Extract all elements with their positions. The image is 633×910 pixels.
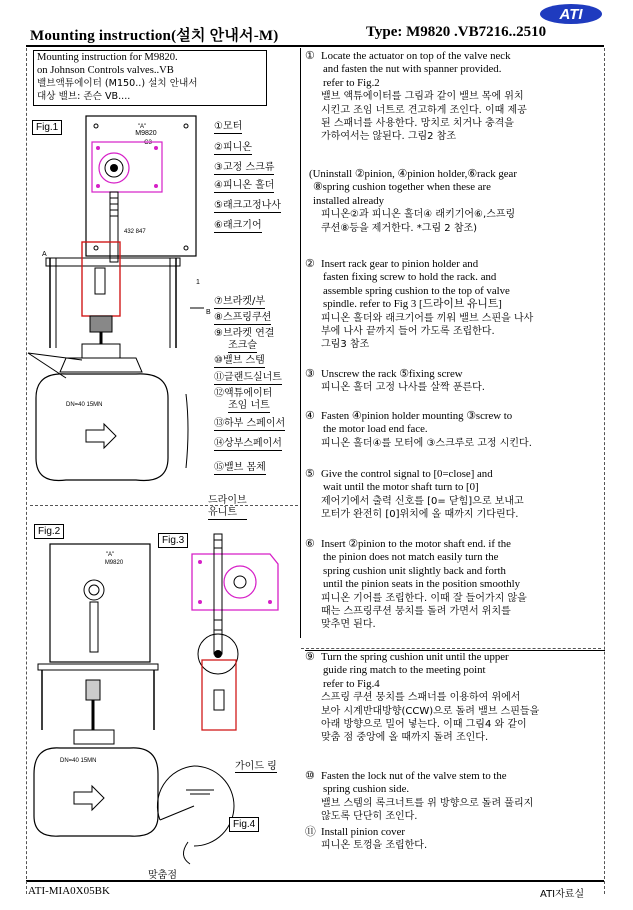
step-text-ko: 된 스패너를 사용한다. 망치로 치거나 충격을 bbox=[321, 118, 514, 130]
svg-text:"A": "A" bbox=[105, 552, 115, 558]
step-text-en: (Uninstall ②pinion, ④pinion holder,⑥rack gear bbox=[309, 168, 517, 180]
callout-bracket-joint-2: 조크슬 bbox=[228, 340, 257, 351]
step-text-en: wait until the motor shaft turn to [0] bbox=[323, 481, 479, 494]
callout-bracket-joint: ⑨브라켓 연결 bbox=[214, 328, 275, 339]
step-number: ② bbox=[305, 258, 315, 270]
svg-text:"A": "A" bbox=[137, 124, 147, 130]
motor-model: M9820 bbox=[135, 130, 157, 137]
callout-valve-stem: ⑩밸브 스템 bbox=[214, 355, 265, 366]
intro-line: 밸브액튜에이터 (M150..) 설치 안내서 bbox=[37, 78, 198, 89]
figure-2-drawing bbox=[30, 540, 170, 880]
step-text-en: fasten fixing screw to hold the rack. and bbox=[323, 271, 497, 284]
step-text-ko: 피니온 홀더④를 모터에 ③스크루로 고정 시킨다. bbox=[321, 437, 532, 449]
svg-text:A: A bbox=[42, 251, 47, 258]
step-text-ko: 맞춤 점 중앙에 올 때까지 돌려 조인다. bbox=[321, 732, 489, 744]
step-text-ko: 제어기에서 출력 신호를 [0= 닫힘]으로 보내고 bbox=[321, 495, 524, 507]
step-text-en: spindle. refer to Fig 3 [드라이브 유니트] bbox=[323, 298, 502, 311]
section-divider bbox=[301, 648, 601, 649]
intro-line: Mounting instruction for M9820. bbox=[37, 52, 178, 63]
fig-3-label: Fig.3 bbox=[158, 533, 188, 548]
step-text-en: Fasten ④pinion holder mounting ③screw to bbox=[321, 410, 513, 422]
figure-4-drawing bbox=[150, 760, 240, 870]
step-number: ⑤ bbox=[305, 468, 315, 480]
fig-divider bbox=[30, 505, 298, 506]
step-text-ko: 스프링 쿠션 뭉치를 스패너를 이용하여 위에서 bbox=[321, 692, 521, 704]
step-text-en: refer to Fig.4 bbox=[323, 677, 380, 690]
svg-text:B: B bbox=[206, 309, 211, 316]
step-3 bbox=[305, 258, 605, 352]
column-divider bbox=[300, 48, 301, 638]
step-text-ko: 모터가 완전히 [0]위치에 올 때까지 기다린다. bbox=[321, 509, 519, 521]
step-text-ko: 피니온 홀더 고정 나사를 살짝 푼른다. bbox=[321, 382, 485, 394]
step-6 bbox=[305, 468, 605, 522]
valve-marking: DN=40 15MN bbox=[66, 402, 103, 408]
callout-motor: ①모터 bbox=[214, 121, 243, 132]
fig-1-label: Fig.1 bbox=[32, 120, 62, 135]
callout-actuator-nut-2: 조임 너트 bbox=[228, 400, 270, 411]
step-text-ko: 피니온 기어를 조립한다. 이때 잘 들어가지 않을 bbox=[321, 592, 527, 604]
fig-2-label: Fig.2 bbox=[34, 524, 64, 539]
step-9 bbox=[305, 770, 605, 824]
step-8 bbox=[305, 650, 605, 745]
step-text-ko: 피니온 토껑을 조립한다. bbox=[321, 840, 428, 852]
step-text-en: assemble spring cushion to the top of valve bbox=[323, 284, 510, 297]
step-text-ko: 가하여서는 않된다. 그림2 참조 bbox=[321, 131, 456, 143]
rack-label: 432 847 bbox=[124, 229, 146, 235]
step-5 bbox=[305, 410, 605, 450]
callout-gland-nut: ⑪글랜드실너트 bbox=[214, 372, 282, 383]
footer-archive: ATI자료실 bbox=[540, 889, 585, 900]
step-text-en: ⑧spring cushion together when these are bbox=[313, 181, 491, 194]
figure-3-drawing bbox=[170, 520, 300, 740]
drive-unit-label: 드라이브 유니트 bbox=[208, 495, 247, 518]
step-text-ko: 시킨고 조임 너트로 견고하게 조인다. 이때 제공 bbox=[321, 104, 527, 116]
step-number: ⑥ bbox=[305, 538, 315, 550]
callout-actuator-nut: ⑫액튜에이터 bbox=[214, 388, 273, 399]
step-number: ⑨ bbox=[305, 651, 315, 663]
step-text-en: Unscrew the rack ⑤fixing screw bbox=[321, 368, 463, 380]
step-text-en: Locate the actuator on top of the valve neck bbox=[321, 50, 511, 62]
intro-line: on Johnson Controls valves..VB bbox=[37, 65, 174, 76]
step-text-en: Fasten the lock nut of the valve stem to the bbox=[321, 770, 507, 782]
callout-upper-spacer: ⑭상부스페이서 bbox=[214, 438, 282, 449]
fig-4-label: Fig.4 bbox=[229, 817, 259, 832]
step-text-ko: 맞추면 된다. bbox=[321, 619, 376, 631]
callout-spring-cushion: ⑧스프링쿠션 bbox=[214, 312, 272, 323]
step-text-en: Give the control signal to [0=close] and bbox=[321, 468, 493, 480]
step-1 bbox=[305, 50, 605, 144]
guide-ring-label: 가이드 링 bbox=[235, 757, 277, 773]
footer-doc-code: ATI-MIA0X05BK bbox=[28, 885, 110, 897]
callout-rack-gear: ⑥래크기어 bbox=[214, 220, 262, 231]
document-title: Mounting instruction(설치 안내서-M) bbox=[30, 28, 279, 44]
step-number: ③ bbox=[305, 368, 315, 380]
step-text-ko: 피니온②과 피니온 홀더④ 래키기어⑥,스프링 bbox=[321, 209, 516, 221]
step-text-en: spring cushion unit slightly back and forth bbox=[323, 564, 506, 577]
step-text-en: and fasten the nut with spanner provided. bbox=[323, 63, 502, 76]
step-text-en: spring cushion side. bbox=[323, 783, 410, 796]
step-text-en: Turn the spring cushion unit until the upper bbox=[321, 651, 509, 663]
footer-rule bbox=[26, 880, 604, 882]
step-text-ko: 때는 스프링쿠션 뭉치를 돌려 가면서 위치를 bbox=[321, 606, 511, 618]
step-4 bbox=[305, 368, 605, 395]
motor-code: C3 bbox=[144, 140, 152, 146]
step-text-en: the pinion does not match easily turn the bbox=[323, 551, 499, 564]
intro-box bbox=[33, 50, 267, 106]
callout-pinion-holder: ④피니온 홀더 bbox=[214, 180, 275, 191]
step-text-ko: 않도록 단단히 조인다. bbox=[321, 811, 418, 823]
svg-text:M9820: M9820 bbox=[104, 560, 124, 566]
step-text-ko: 밸브 스템의 록크너트를 위 방향으로 돌려 풀리지 bbox=[321, 797, 534, 809]
step-text-en: Insert ②pinion to the motor shaft end. if the bbox=[321, 538, 511, 550]
logo-text: ATI bbox=[559, 6, 583, 23]
svg-text:DN=40 15MN: DN=40 15MN bbox=[60, 758, 97, 764]
step-text-ko: 피니온 홀더와 래크기어를 끼워 밸브 스핀을 나사 bbox=[321, 312, 534, 324]
document-type: Type: M9820 .VB7216..2510 bbox=[366, 24, 547, 40]
step-text-en: installed already bbox=[313, 194, 385, 207]
step-text-en: until the pinion seats in the position smoothly bbox=[323, 578, 521, 591]
step-text-en: Install pinion cover bbox=[321, 826, 405, 838]
step-7 bbox=[305, 538, 605, 632]
step-number: ⑩ bbox=[305, 770, 315, 782]
callout-lower-spacer: ⑬하부 스페이서 bbox=[214, 418, 286, 429]
step-text-en: guide ring match to the meeting point bbox=[323, 664, 486, 677]
callout-valve-body: ⑮밸브 몸체 bbox=[214, 462, 266, 473]
step-text-ko: 밸브 액튜에이터를 그림과 같이 밸브 목에 위치 bbox=[321, 91, 524, 103]
step-number: ④ bbox=[305, 410, 315, 422]
callout-bracket: ⑦브라켓/부 bbox=[214, 296, 265, 307]
callout-pinion: ②피니온 bbox=[214, 142, 252, 153]
step-text-en: Insert rack gear to pinion holder and bbox=[321, 258, 479, 270]
step-text-ko: 쿠션⑧등을 제거한다. *그림 2 참조) bbox=[321, 222, 478, 234]
step-number: ① bbox=[305, 50, 315, 62]
step-10 bbox=[305, 826, 605, 853]
callout-fixing-screw: ③고정 스크류 bbox=[214, 162, 275, 173]
ati-logo bbox=[538, 2, 604, 26]
step-number: ⑪ bbox=[305, 826, 316, 838]
callout-rack-screw: ⑤래크고정나사 bbox=[214, 200, 281, 211]
step-text-ko: 그림3 참조 bbox=[321, 339, 370, 351]
step-text-ko: 아래 방향으로 밀어 넣는다. 이때 그림4 와 같이 bbox=[321, 719, 527, 731]
svg-text:1: 1 bbox=[196, 279, 200, 286]
meeting-point-label: 맞춤점 bbox=[148, 866, 177, 882]
step-text-en: refer to Fig.2 bbox=[323, 76, 380, 89]
step-2 bbox=[305, 168, 605, 235]
step-text-ko: 보아 시계반대방향(CCW)으로 돌려 밸브 스핀들을 bbox=[321, 705, 540, 717]
header-rule bbox=[26, 45, 604, 47]
intro-line: 대상 밸브: 존슨 VB.... bbox=[37, 91, 131, 102]
step-text-en: the motor load end face. bbox=[323, 423, 428, 436]
step-text-ko: 부에 나사 끝까지 들어 가도록 조립한다. bbox=[321, 326, 495, 338]
